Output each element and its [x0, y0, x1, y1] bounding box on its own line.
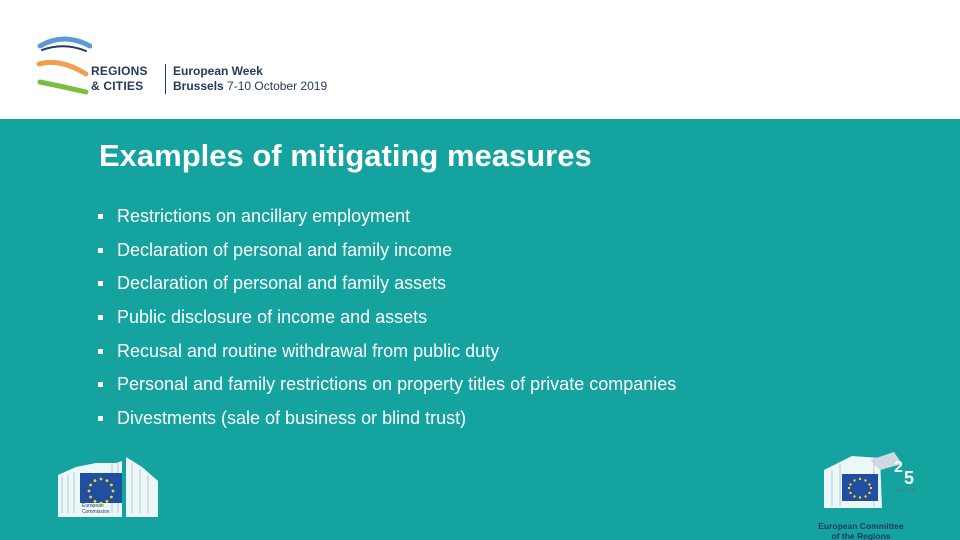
bullet-square-icon — [98, 281, 103, 286]
bullet-item — [98, 339, 676, 373]
bullet-item — [98, 204, 676, 238]
bullet-item — [98, 305, 676, 339]
svg-text:2: 2 — [894, 459, 903, 476]
logo-line-cities: & CITIES — [91, 79, 144, 93]
svg-text:5: 5 — [904, 468, 915, 488]
cor-text-line1: European Committee — [818, 521, 904, 531]
bullet-text: Restrictions on ancillary employment — [117, 206, 411, 226]
header — [0, 0, 960, 119]
event-city: Brussels — [173, 79, 224, 93]
slide-title: Examples of mitigating measures — [99, 138, 592, 173]
regions-cities-swoosh-logo-icon — [36, 34, 92, 96]
bullet-text: Recusal and routine withdrawal from public duty — [117, 340, 500, 361]
event-name: European Week — [173, 64, 263, 78]
anniversary-years: 1994 - 2019 — [894, 487, 916, 492]
bullet-square-icon — [98, 214, 103, 219]
bullet-square-icon — [98, 248, 103, 253]
bullet-text: Declaration of personal and family income — [117, 239, 453, 260]
bullet-square-icon — [98, 416, 103, 421]
bullet-text: Personal and family restrictions on property titles of private companies — [117, 374, 677, 395]
ec-text-line2: Commission — [82, 509, 110, 515]
bullet-square-icon — [98, 349, 103, 354]
bullet-item — [98, 406, 676, 440]
bullet-item — [98, 372, 676, 406]
logo-line-regions: REGIONS — [91, 64, 148, 78]
bullet-list — [98, 204, 676, 440]
logo-divider — [165, 64, 166, 94]
bullet-square-icon — [98, 382, 103, 387]
event-dates: 7-10 October 2019 — [227, 79, 328, 93]
regions-cities-logo-text — [91, 64, 148, 94]
bullet-text: Declaration of personal and family assets — [117, 273, 447, 294]
european-commission-logo-text — [82, 503, 110, 515]
bullet-text: Divestments (sale of business or blind trust) — [117, 408, 467, 429]
european-committee-of-the-regions-logo-icon — [810, 450, 922, 522]
bullet-text: Public disclosure of income and assets — [117, 307, 428, 328]
cor-text-line2: of the Regions — [831, 531, 891, 540]
bullet-square-icon — [98, 315, 103, 320]
bullet-item — [98, 238, 676, 272]
european-committee-of-the-regions-logo-text — [806, 521, 916, 540]
ec-text-line1: European — [82, 503, 104, 509]
event-info — [173, 64, 327, 94]
bullet-item — [98, 271, 676, 305]
